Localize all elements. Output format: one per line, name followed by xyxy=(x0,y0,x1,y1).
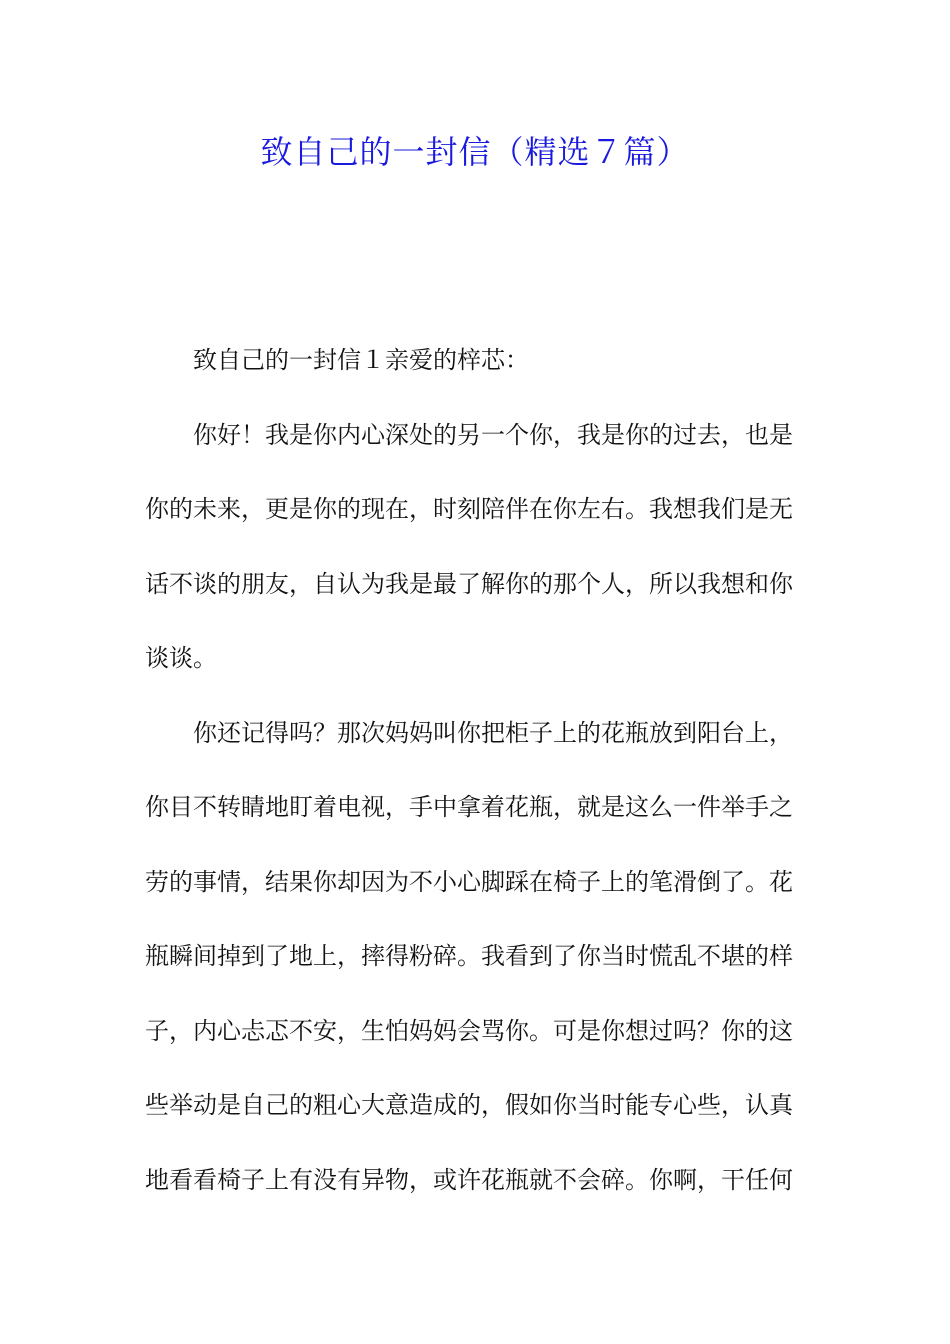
document-title: 致自己的一封信（精选７篇） xyxy=(260,133,690,171)
text-line: 话不谈的朋友，自认为我是最了解你的那个人，所以我想和你 xyxy=(145,569,793,598)
text-line: 你还记得吗？那次妈妈叫你把柜子上的花瓶放到阳台上， xyxy=(193,718,793,747)
text-line: 谈谈。 xyxy=(145,644,217,672)
text-line: 你好！我是你内心深处的另一个你，我是你的过去，也是 xyxy=(193,420,793,449)
text-line: 你目不转睛地盯着电视，手中拿着花瓶，就是这么一件举手之 xyxy=(145,793,793,821)
text-line: 劳的事情，结果你却因为不小心脚踩在椅子上的笔滑倒了。花 xyxy=(145,867,793,896)
text-line: 些举动是自己的粗心大意造成的，假如你当时能专心些，认真 xyxy=(145,1091,793,1119)
text-line: 子，内心忐忑不安，生怕妈妈会骂你。可是你想过吗？你的这 xyxy=(145,1016,793,1045)
text-line: 致自己的一封信１亲爱的梓芯： xyxy=(193,346,529,374)
document-body xyxy=(145,334,805,1228)
text-line: 地看看椅子上有没有异物，或许花瓶就不会碎。你啊，干任何 xyxy=(145,1165,793,1194)
text-line: 瓶瞬间掉到了地上，摔得粉碎。我看到了你当时慌乱不堪的样 xyxy=(145,942,793,970)
text-line: 你的未来，更是你的现在，时刻陪伴在你左右。我想我们是无 xyxy=(145,495,793,523)
